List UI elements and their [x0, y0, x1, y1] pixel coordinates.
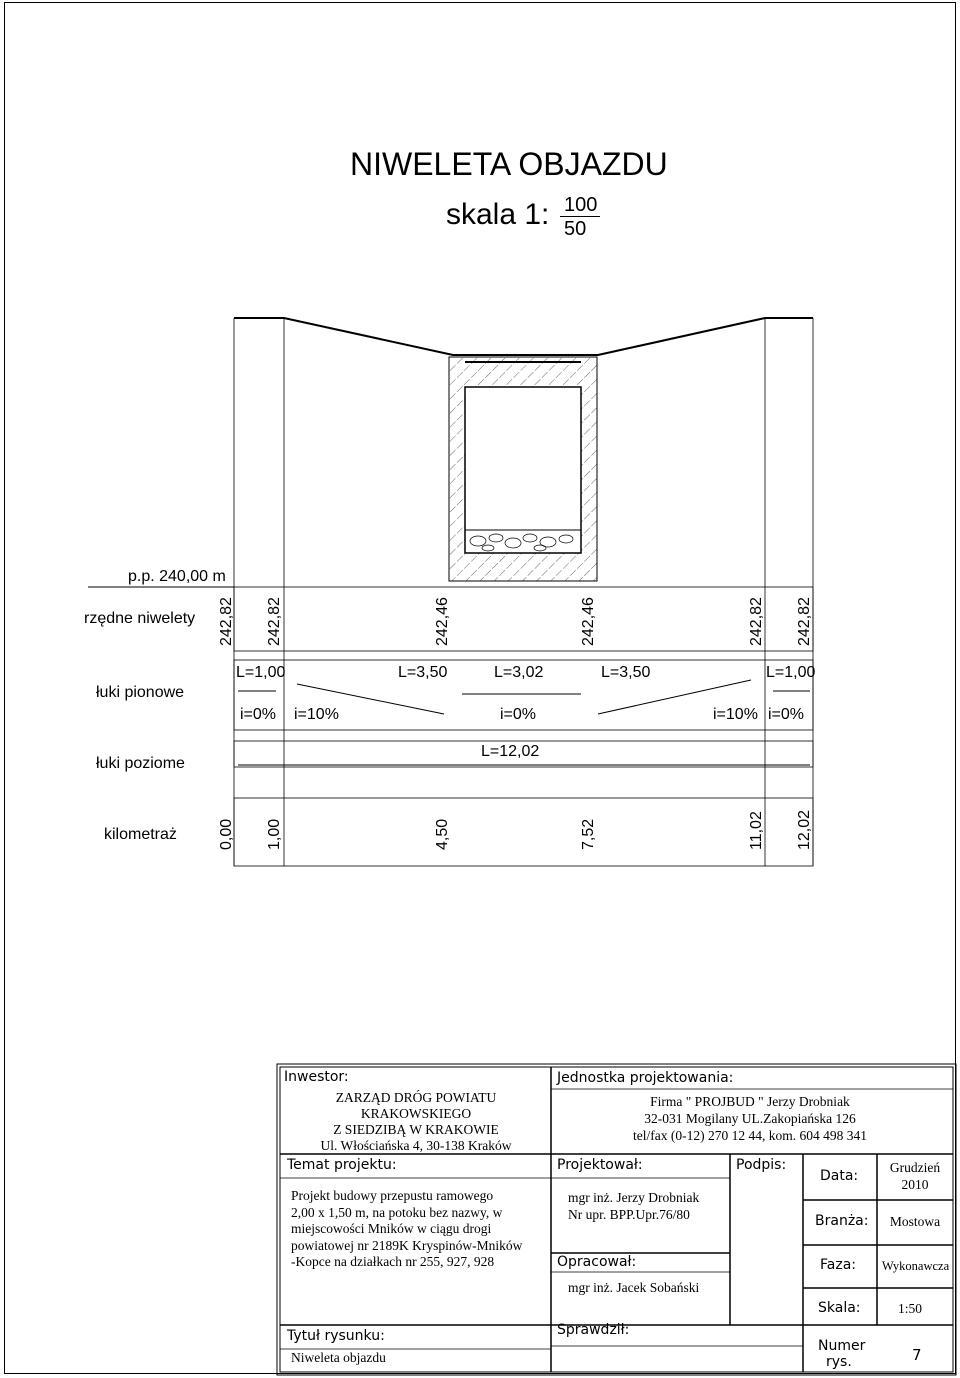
datum-label: p.p. 240,00 m — [128, 568, 226, 585]
skala-label: Skala: — [818, 1300, 861, 1316]
curve-length: L=3,02 — [494, 664, 544, 681]
elevation-value: 242,82 — [748, 597, 765, 646]
podpis-label: Podpis: — [736, 1157, 787, 1173]
temat-label: Temat projektu: — [287, 1157, 397, 1173]
projektowal-label: Projektował: — [557, 1157, 643, 1173]
faza-value: Wykonawcza — [881, 1259, 950, 1273]
row-label-vertical-curves: łuki pionowe — [96, 684, 185, 701]
curve-length: L=3,50 — [601, 664, 651, 681]
inwestor-line: ZARZĄD DRÓG POWIATU — [335, 1090, 497, 1105]
jednostka-line: Firma " PROJBUD " Jerzy Drobniak — [650, 1094, 850, 1109]
data-value: Grudzień — [889, 1160, 941, 1175]
horizontal-curve-length: L=12,02 — [481, 743, 540, 760]
drawing-scale-prefix: skala 1: — [446, 198, 550, 231]
jednostka-line: tel/fax (0-12) 270 12 44, kom. 604 498 341 — [633, 1128, 867, 1143]
curve-grade: i=0% — [768, 706, 805, 723]
inwestor-line: Ul. Włościańska 4, 30-138 Kraków — [320, 1138, 512, 1153]
temat-line: 2,00 x 1,50 m, na potoku bez nazwy, w — [291, 1205, 503, 1220]
opracowal-label: Opracował: — [557, 1254, 637, 1270]
data-label: Data: — [820, 1168, 859, 1184]
temat-line: powiatowej nr 2189K Kryspinów-Mników — [291, 1238, 523, 1253]
chainage-value: 0,00 — [218, 818, 235, 850]
opracowal-value: mgr inż. Jacek Sobański — [568, 1280, 700, 1295]
sprawdzil-label: Sprawdził: — [557, 1322, 630, 1338]
chainage-value: 4,50 — [434, 818, 451, 850]
chainage-value: 1,00 — [266, 818, 283, 850]
elevation-value: 242,82 — [796, 597, 813, 646]
tytul-value: Niweleta objazdu — [291, 1350, 386, 1365]
elevation-value: 242,46 — [434, 597, 451, 646]
branza-value: Mostowa — [889, 1214, 941, 1229]
projektowal-line: Nr upr. BPP.Upr.76/80 — [568, 1207, 690, 1222]
curve-grade: i=0% — [240, 706, 277, 723]
curve-length: L=1,00 — [766, 664, 816, 681]
row-label-chainage: kilometraż — [104, 826, 177, 843]
elevation-value: 242,82 — [266, 597, 283, 646]
curve-length: L=1,00 — [236, 664, 286, 681]
curve-length: L=3,50 — [398, 664, 448, 681]
row-label-horizontal-curves: łuki poziome — [96, 755, 185, 772]
temat-line: miejscowości Mników w ciągu drogi — [291, 1221, 492, 1236]
data-value: 2010 — [901, 1177, 929, 1192]
chainage-value: 12,02 — [796, 809, 813, 850]
branza-label: Branża: — [815, 1213, 869, 1229]
chainage-value: 7,52 — [580, 818, 597, 850]
elevation-value: 242,82 — [218, 597, 235, 646]
temat-line: Projekt budowy przepustu ramowego — [291, 1188, 494, 1203]
scale-horizontal: 100 — [564, 194, 598, 216]
faza-label: Faza: — [820, 1257, 856, 1273]
numer-value: 7 — [912, 1346, 922, 1364]
inwestor-line: Z SIEDZIBĄ W KRAKOWIE — [333, 1122, 499, 1137]
jednostka-label: Jednostka projektowania: — [557, 1070, 734, 1086]
numer-label-2: rys. — [826, 1354, 852, 1370]
drawing-title: NIWELETA OBJAZDU — [350, 146, 668, 182]
temat-line: -Kopce na działkach nr 255, 927, 928 — [291, 1254, 495, 1269]
scale-vertical: 50 — [564, 218, 587, 240]
projektowal-line: mgr inż. Jerzy Drobniak — [568, 1190, 700, 1205]
curve-grade: i=10% — [713, 706, 758, 723]
chainage-value: 11,02 — [748, 811, 765, 850]
skala-value: 1:50 — [898, 1301, 923, 1316]
tytul-label: Tytuł rysunku: — [287, 1328, 385, 1344]
curve-grade: i=0% — [500, 706, 537, 723]
inwestor-label: Inwestor: — [284, 1069, 349, 1085]
inwestor-line: KRAKOWSKIEGO — [360, 1106, 472, 1121]
curve-grade: i=10% — [294, 706, 339, 723]
row-label-elevations: rzędne niwelety — [84, 610, 196, 627]
elevation-value: 242,46 — [580, 597, 597, 646]
numer-label: Numer — [818, 1338, 866, 1354]
jednostka-line: 32-031 Mogilany UL.Zakopiańska 126 — [644, 1111, 856, 1126]
